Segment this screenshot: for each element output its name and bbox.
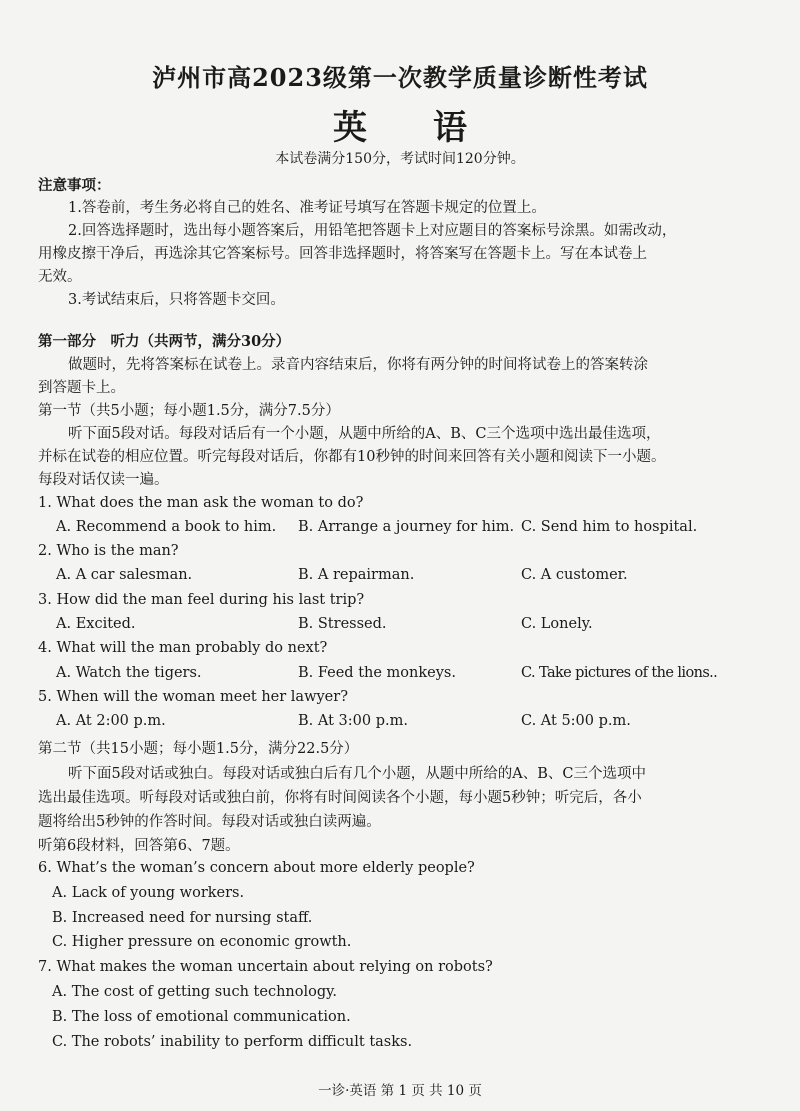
question-7: 7. What makes the woman uncertain about relying on robots? <box>38 959 493 975</box>
question-4-option-b: B. Feed the monkeys. <box>298 665 456 681</box>
question-7-option-a: A. The cost of getting such technology. <box>52 984 338 1000</box>
question-3-option-b: B. Stressed. <box>298 616 387 632</box>
exam-info: 本试卷满分150分，考试时间120分钟。 <box>275 151 525 167</box>
question-7-option-c: C. The robots’ inability to perform difficult tasks. <box>52 1034 413 1050</box>
question-1: 1. What does the man ask the woman to do? <box>38 495 364 511</box>
page-footer: 一诊·英语 第 1 页 共 10 页 <box>318 1083 482 1099</box>
question-2-option-a: A. A car salesman. <box>56 567 193 583</box>
notice-item-3: 3.考试结束后，只将答题卡交回。 <box>68 292 285 308</box>
question-6-option-c: C. Higher pressure on economic growth. <box>52 934 352 950</box>
notice-item-1: 1.答卷前，考生务必将自己的姓名、准考证号填写在答题卡规定的位置上。 <box>68 200 546 216</box>
question-6-option-a: A. Lack of young workers. <box>52 885 245 901</box>
subject-title <box>0 100 800 149</box>
question-2: 2. Who is the man? <box>38 543 179 559</box>
question-3-option-a: A. Excited. <box>56 616 136 632</box>
section1-intro-line-3: 每段对话仅读一遍。 <box>38 472 169 488</box>
notice-item-2-line-3: 无效。 <box>38 269 82 285</box>
section2-intro-line-2: 选出最佳选项。听每段对话或独白前，你将有时间阅读各个小题，每小题5秒钟；听完后，各小 <box>38 790 642 806</box>
subject-char-1: 英 <box>333 108 367 148</box>
question-4: 4. What will the man probably do next? <box>38 640 328 656</box>
part1-intro-line-1: 做题时，先将答案标在试卷上。录音内容结束后，你将有两分钟的时间将试卷上的答案转涂 <box>68 357 648 373</box>
question-2-option-c: C. A customer. <box>521 567 628 583</box>
question-2-option-b: B. A repairman. <box>298 567 415 583</box>
question-1-option-b: B. Arrange a journey for him. <box>298 519 515 535</box>
question-3: 3. How did the man feel during his last trip? <box>38 592 365 608</box>
notice-item-2-line-2: 用橡皮擦干净后，再选涂其它答案标号。回答非选择题时，将答案写在答题卡上。写在本试卷上 <box>38 246 647 262</box>
section2-heading: 第二节（共15小题；每小题1.5分，满分22.5分） <box>38 741 359 757</box>
question-1-option-a: A. Recommend a book to him. <box>56 519 277 535</box>
question-5-option-a: A. At 2:00 p.m. <box>56 713 166 729</box>
question-7-option-b: B. The loss of emotional communication. <box>52 1009 351 1025</box>
part1-heading: 第一部分 听力（共两节，满分30分） <box>38 333 291 350</box>
question-1-option-c: C. Send him to hospital. <box>521 519 698 535</box>
question-5-option-c: C. At 5:00 p.m. <box>521 713 631 729</box>
question-5-option-b: B. At 3:00 p.m. <box>298 713 408 729</box>
section1-intro-line-2: 并标在试卷的相应位置。听完每段对话后，你都有10秒钟的时间来回答有关小题和阅读下一小题。 <box>38 449 666 465</box>
exam-title: 泸州市高2023级第一次教学质量诊断性考试 <box>152 63 648 92</box>
section2-intro-line-3: 题将给出5秒钟的作答时间。每段对话或独白读两遍。 <box>38 814 381 830</box>
question-5: 5. When will the woman meet her lawyer? <box>38 689 348 705</box>
question-3-option-c: C. Lonely. <box>521 616 593 632</box>
section2-material: 听第6段材料，回答第6、7题。 <box>38 838 240 854</box>
question-6: 6. What’s the woman’s concern about more elderly people? <box>38 860 475 876</box>
notice-item-2-line-1: 2.回答选择题时，选出每小题答案后，用铅笔把答题卡上对应题目的答案标号涂黑。如需改动， <box>68 223 677 239</box>
notice-heading: 注意事项： <box>38 177 111 194</box>
subject-char-2: 语 <box>433 108 467 148</box>
part1-intro-line-2: 到答题卡上。 <box>38 380 125 396</box>
section1-heading: 第一节（共5小题；每小题1.5分，满分7.5分） <box>38 403 340 419</box>
section2-intro-line-1: 听下面5段对话或独白。每段对话或独白后有几个小题，从题中所给的A、B、C三个选项中 <box>68 766 646 782</box>
section1-intro-line-1: 听下面5段对话。每段对话后有一个小题，从题中所给的A、B、C三个选项中选出最佳选项， <box>68 426 661 442</box>
question-6-option-b: B. Increased need for nursing staff. <box>52 910 313 926</box>
question-4-option-c: C. Take pictures of the lions.. <box>521 665 718 681</box>
question-4-option-a: A. Watch the tigers. <box>56 665 202 681</box>
